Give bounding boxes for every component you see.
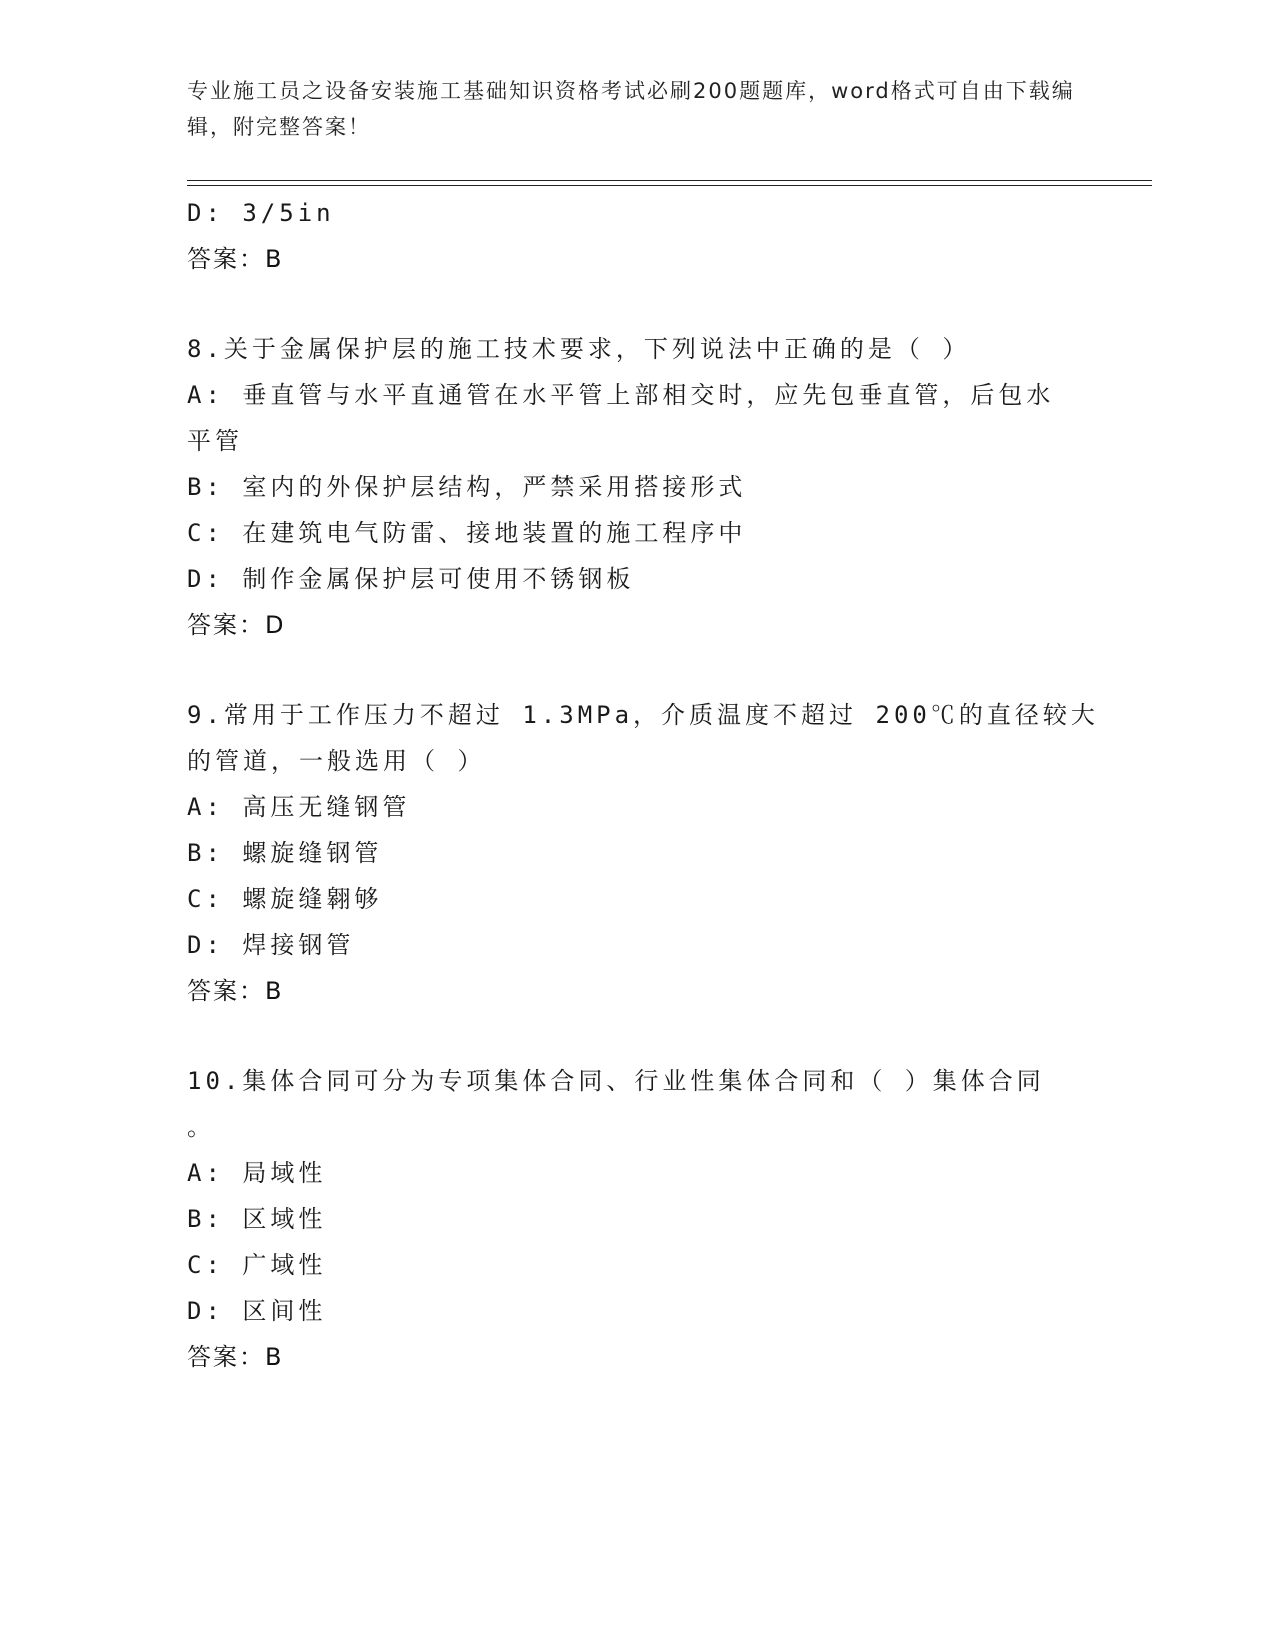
header-rule-top [187,180,1152,181]
fragment-answer: 答案：B [187,245,284,273]
option-b: B: 室内的外保护层结构，严禁采用搭接形式 [187,473,747,501]
answer: 答案：B [187,1343,284,1371]
answer: 答案：D [187,611,286,639]
fragment-option-d: D: 3/5in [187,199,335,227]
question-stem-continued: 。 [187,1113,215,1141]
document-header [187,73,1087,145]
header-text: 专业施工员之设备安装施工基础知识资格考试必刷200题题库，word格式可自由下载编辑，附完整答案！ [187,79,1075,139]
question-9 [187,692,1099,1014]
question-list [187,190,1099,1380]
option-c: C: 广域性 [187,1251,327,1279]
spacer [187,1014,1087,1058]
option-a: A: 垂直管与水平直通管在水平管上部相交时，应先包垂直管，后包水 [187,381,1055,409]
question-stem: 8.关于金属保护层的施工技术要求，下列说法中正确的是（ ） [187,335,971,363]
header-rule-bottom [187,185,1152,186]
option-b: B: 区域性 [187,1205,327,1233]
option-b: B: 螺旋缝钢管 [187,839,383,867]
question-8 [187,326,1087,648]
answer: 答案：B [187,977,284,1005]
option-c: C: 在建筑电气防雷、接地装置的施工程序中 [187,519,747,547]
option-d: D: 制作金属保护层可使用不锈钢板 [187,565,635,593]
option-a: A: 高压无缝钢管 [187,793,411,821]
question-stem: 10.集体合同可分为专项集体合同、行业性集体合同和（ ）集体合同 [187,1067,1045,1095]
option-d: D: 区间性 [187,1297,327,1325]
option-c: C: 螺旋缝翱够 [187,885,383,913]
question-stem: 9.常用于工作压力不超过 1.3MPa，介质温度不超过 200℃的直径较大 [187,701,1099,729]
spacer [187,648,1087,692]
spacer [187,282,1087,326]
option-d: D: 焊接钢管 [187,931,355,959]
question-10 [187,1058,1087,1380]
option-a: A: 局域性 [187,1159,327,1187]
option-a-continued: 平管 [187,427,243,455]
question-stem-continued: 的管道，一般选用（ ） [187,747,486,775]
